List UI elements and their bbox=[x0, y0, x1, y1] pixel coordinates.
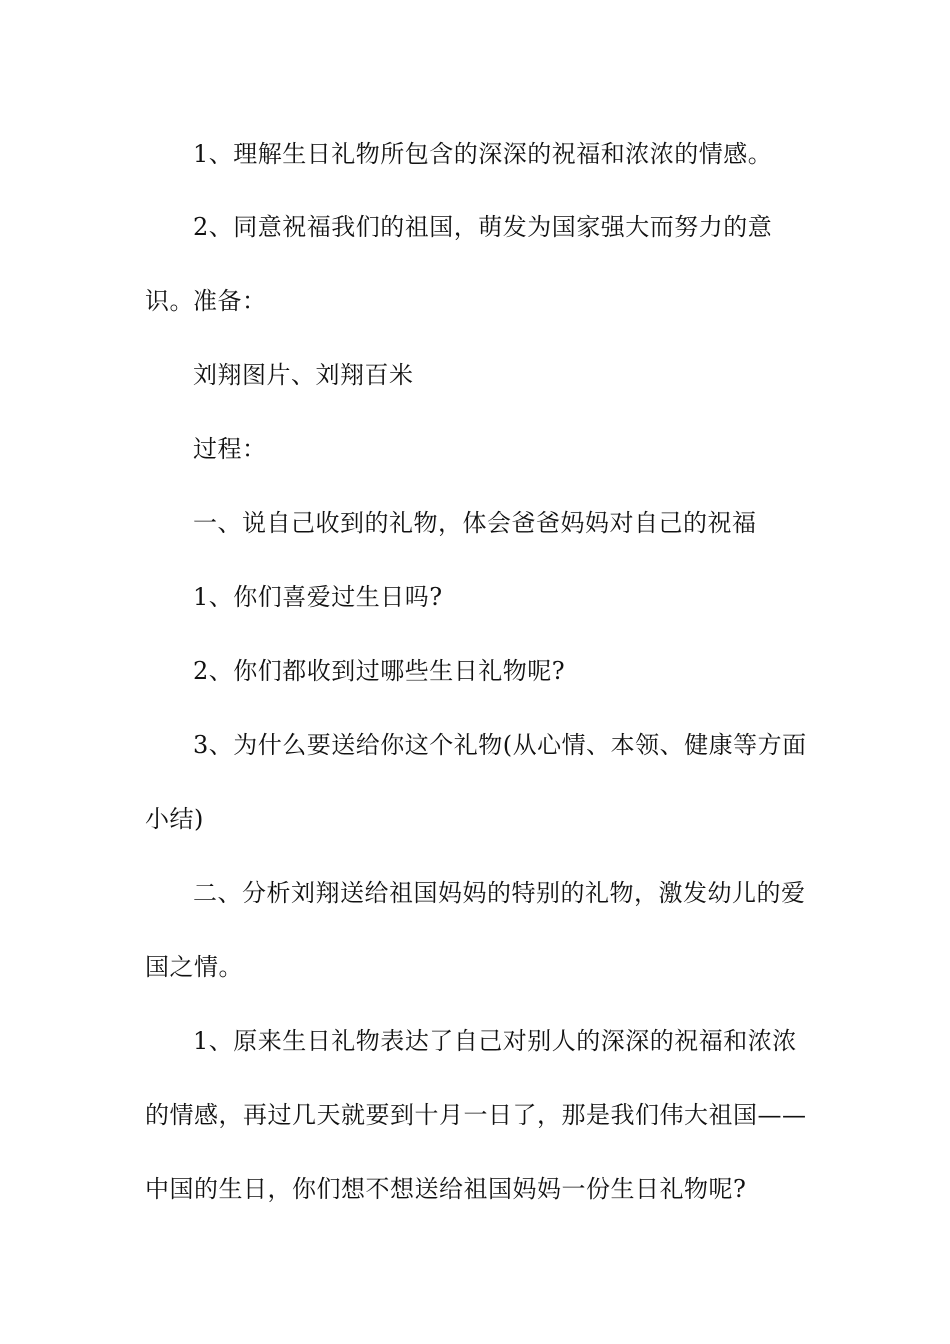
paragraph-section-1-heading: 一、说自己收到的礼物，体会爸爸妈妈对自己的祝福 bbox=[193, 509, 757, 537]
paragraph-preparation-items: 刘翔图片、刘翔百米 bbox=[193, 361, 414, 389]
paragraph-preparation-heading: 准备： bbox=[193, 287, 267, 315]
paragraph-section-2-item-1: 1、原来生日礼物表达了自己对别人的深深的祝福和浓浓的情感，再过几天就要到十月一日了，那是我们伟大祖国——中国的生日，你们想不想送给祖国妈妈一份生日礼物呢? bbox=[145, 1027, 807, 1203]
paragraph-goal-2: 2、同意祝福我们的祖国，萌发为国家强大而努力的意识。 bbox=[145, 213, 773, 315]
paragraph-question-2: 2、你们都收到过哪些生日礼物呢? bbox=[193, 657, 566, 685]
paragraph-question-1: 1、你们喜爱过生日吗? bbox=[193, 583, 443, 611]
paragraph-question-3: 3、为什么要送给你这个礼物(从心情、本领、健康等方面小结) bbox=[145, 731, 807, 833]
paragraph-process-heading: 过程： bbox=[193, 435, 267, 463]
paragraph-goal-1: 1、理解生日礼物所包含的深深的祝福和浓浓的情感。 bbox=[193, 140, 773, 168]
paragraph-section-2-heading: 二、分析刘翔送给祖国妈妈的特别的礼物，激发幼儿的爱国之情。 bbox=[145, 879, 806, 981]
